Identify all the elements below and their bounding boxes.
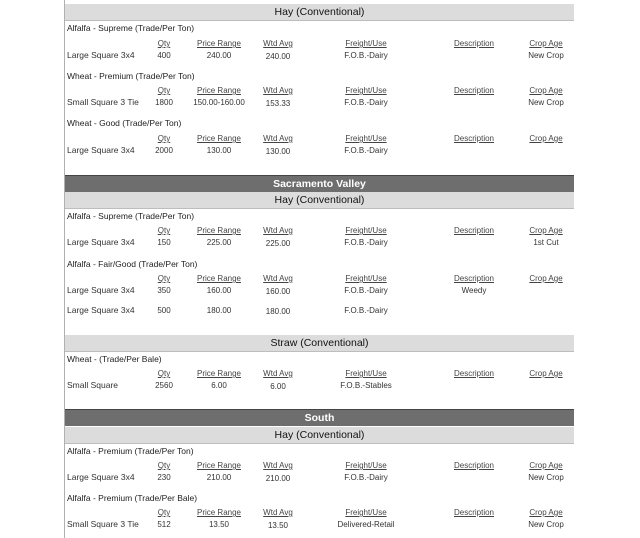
freight-header: Freight/Use <box>345 226 387 235</box>
price-range-header: Price Range <box>196 508 242 517</box>
row-crop-age: New Crop <box>528 51 564 60</box>
row-qty: 1800 <box>155 98 173 107</box>
row-avg: 160.00 <box>265 287 291 296</box>
row-qty: 400 <box>157 51 171 60</box>
row-price: 130.00 <box>206 146 232 155</box>
row-desc: Large Square 3x4 <box>67 472 135 482</box>
row-price: 225.00 <box>206 238 232 247</box>
qty-header: Qty <box>157 226 171 235</box>
section-header-hay: Hay (Conventional) <box>65 4 574 21</box>
freight-header: Freight/Use <box>345 134 387 143</box>
product-label: Wheat - (Trade/Per Bale) <box>67 354 162 364</box>
row-price: 210.00 <box>206 473 232 482</box>
row-price: 160.00 <box>206 286 232 295</box>
product-label: Alfalfa - Fair/Good (Trade/Per Ton) <box>67 259 198 269</box>
row-freight: F.O.B.-Dairy <box>344 286 388 295</box>
wtd-avg-header: Wtd Avg <box>263 226 293 235</box>
row-freight: F.O.B.-Dairy <box>344 306 388 315</box>
product-label: Alfalfa - Premium (Trade/Per Bale) <box>67 493 198 503</box>
row-price: 13.50 <box>208 520 230 529</box>
row-avg: 13.50 <box>267 521 289 530</box>
row-qty: 500 <box>157 306 171 315</box>
row-freight: F.O.B.-Dairy <box>344 473 388 482</box>
row-desc: Small Square 3 Tie <box>67 519 139 529</box>
row-desc: Large Square 3x4 <box>67 50 135 60</box>
price-range-header: Price Range <box>196 134 242 143</box>
left-border-line <box>64 0 65 538</box>
row-qty: 230 <box>157 473 171 482</box>
row-qty: 512 <box>157 520 171 529</box>
wtd-avg-header: Wtd Avg <box>263 86 293 95</box>
row-description: Weedy <box>461 286 487 295</box>
row-price: 240.00 <box>206 51 232 60</box>
wtd-avg-header: Wtd Avg <box>263 369 293 378</box>
row-crop-age: New Crop <box>528 473 564 482</box>
row-price: 150.00-160.00 <box>193 98 245 107</box>
price-range-header: Price Range <box>196 226 242 235</box>
row-desc: Large Square 3x4 <box>67 145 135 155</box>
description-header: Description <box>453 226 494 235</box>
description-header: Description <box>453 461 494 470</box>
crop-age-header: Crop Age <box>529 369 563 378</box>
row-price: 6.00 <box>211 381 227 390</box>
crop-age-header: Crop Age <box>529 461 563 470</box>
description-header: Description <box>453 39 494 48</box>
row-avg: 240.00 <box>265 52 291 61</box>
description-header: Description <box>453 369 494 378</box>
region-header-south: South <box>65 409 574 426</box>
row-freight: Delivered-Retail <box>337 520 395 529</box>
crop-age-header: Crop Age <box>529 508 563 517</box>
crop-age-header: Crop Age <box>529 274 563 283</box>
wtd-avg-header: Wtd Avg <box>263 39 293 48</box>
qty-header: Qty <box>157 369 171 378</box>
row-desc: Small Square 3 Tie <box>67 97 139 107</box>
row-freight: F.O.B.-Dairy <box>344 98 388 107</box>
row-avg: 210.00 <box>265 474 291 483</box>
row-freight: F.O.B.-Dairy <box>344 51 388 60</box>
row-desc: Large Square 3x4 <box>67 237 135 247</box>
product-label: Alfalfa - Premium (Trade/Per Ton) <box>67 446 194 456</box>
section-header-hay: Hay (Conventional) <box>65 192 574 209</box>
description-header: Description <box>453 274 494 283</box>
price-range-header: Price Range <box>196 39 242 48</box>
region-header-sacramento-valley: Sacramento Valley <box>65 175 574 192</box>
freight-header: Freight/Use <box>345 461 387 470</box>
row-crop-age: New Crop <box>528 520 564 529</box>
freight-header: Freight/Use <box>345 86 387 95</box>
row-qty: 350 <box>157 286 171 295</box>
section-header-straw: Straw (Conventional) <box>65 335 574 352</box>
freight-header: Freight/Use <box>345 39 387 48</box>
description-header: Description <box>453 508 494 517</box>
freight-header: Freight/Use <box>345 274 387 283</box>
description-header: Description <box>453 134 494 143</box>
freight-header: Freight/Use <box>345 508 387 517</box>
row-crop-age: New Crop <box>528 98 564 107</box>
freight-header: Freight/Use <box>345 369 387 378</box>
row-freight: F.O.B.-Dairy <box>344 146 388 155</box>
row-price: 180.00 <box>206 306 232 315</box>
qty-header: Qty <box>157 86 171 95</box>
crop-age-header: Crop Age <box>529 226 563 235</box>
qty-header: Qty <box>157 461 171 470</box>
description-header: Description <box>453 86 494 95</box>
price-range-header: Price Range <box>196 274 242 283</box>
price-range-header: Price Range <box>196 369 242 378</box>
row-qty: 150 <box>157 238 171 247</box>
row-freight: F.O.B.-Dairy <box>344 238 388 247</box>
row-desc: Small Square <box>67 380 119 390</box>
row-qty: 2000 <box>155 146 173 155</box>
product-label: Alfalfa - Supreme (Trade/Per Ton) <box>67 23 195 33</box>
row-qty: 2560 <box>155 381 173 390</box>
wtd-avg-header: Wtd Avg <box>263 461 293 470</box>
qty-header: Qty <box>157 508 171 517</box>
price-range-header: Price Range <box>196 86 242 95</box>
wtd-avg-header: Wtd Avg <box>263 274 293 283</box>
qty-header: Qty <box>157 134 171 143</box>
wtd-avg-header: Wtd Avg <box>263 508 293 517</box>
crop-age-header: Crop Age <box>529 39 563 48</box>
section-header-hay: Hay (Conventional) <box>65 427 574 444</box>
row-avg: 225.00 <box>265 239 291 248</box>
product-label: Wheat - Good (Trade/Per Ton) <box>67 118 182 128</box>
wtd-avg-header: Wtd Avg <box>263 134 293 143</box>
row-avg: 153.33 <box>265 99 291 108</box>
product-label: Wheat - Premium (Trade/Per Ton) <box>67 71 195 81</box>
row-desc: Large Square 3x4 <box>67 285 135 295</box>
crop-age-header: Crop Age <box>529 86 563 95</box>
row-avg: 130.00 <box>265 147 291 156</box>
row-desc: Large Square 3x4 <box>67 305 135 315</box>
row-freight: F.O.B.-Stables <box>340 381 392 390</box>
row-avg: 180.00 <box>265 307 291 316</box>
qty-header: Qty <box>157 39 171 48</box>
crop-age-header: Crop Age <box>529 134 563 143</box>
qty-header: Qty <box>157 274 171 283</box>
row-avg: 6.00 <box>270 382 286 391</box>
row-crop-age: 1st Cut <box>533 238 559 247</box>
product-label: Alfalfa - Supreme (Trade/Per Ton) <box>67 211 195 221</box>
price-range-header: Price Range <box>196 461 242 470</box>
